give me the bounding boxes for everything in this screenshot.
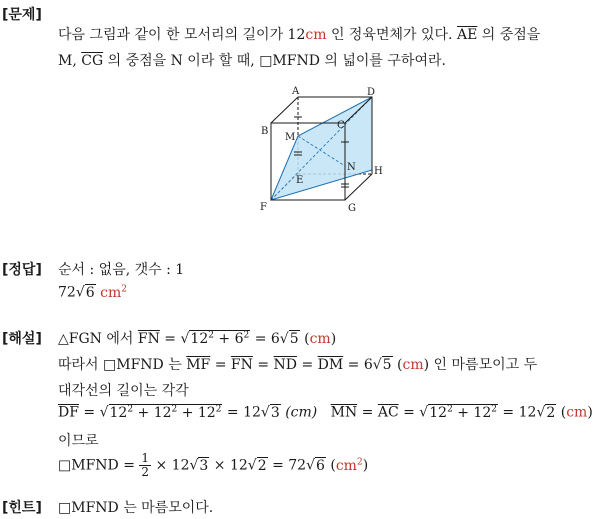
answer-unit-text: cm <box>100 284 122 301</box>
solution-root: 6 <box>316 457 325 474</box>
solution-root: 3 <box>199 457 209 474</box>
answer-line-1: 순서 : 없음, 갯수 : 1 <box>58 262 185 278</box>
unit-cm: cm <box>305 27 327 43</box>
solution-text: = 12 <box>497 404 537 421</box>
label-n: N <box>347 162 356 173</box>
segment-dm: $\overline{DM}$ <box>317 357 344 373</box>
fraction-numerator: 1 <box>141 451 150 465</box>
label-a: A <box>292 86 300 97</box>
label-f: F <box>260 202 267 213</box>
solution-text: = 6 <box>250 331 280 347</box>
answer-header: [정답] <box>2 262 42 278</box>
problem-text: 의 중점을 <box>477 27 541 43</box>
unit-cm: cm <box>309 331 331 347</box>
solution-text: 따라서 □MFND 는 <box>58 357 187 373</box>
fraction-half <box>139 452 151 479</box>
solution-text: 12 <box>429 404 448 421</box>
solution-text: = 12 <box>222 404 261 421</box>
solution-line-6: □MFND = $\frac{1}{2}$ × 12√3 × 12√2 = 72√6 $(cm^2)$ <box>58 451 369 479</box>
sqrt-expression: $12^2 + 12^2 + 12^2$ <box>109 404 222 421</box>
problem-header: [문제] <box>2 7 42 23</box>
hint-header: [힌트] <box>2 500 42 516</box>
solution-root: 5 <box>289 331 299 347</box>
label-m: M <box>285 132 296 143</box>
segment-ae: $\overline{AE}$ <box>456 27 478 43</box>
segment-mn: $\overline{MN}$ <box>330 404 358 421</box>
segment-nd: $\overline{ND}$ <box>273 357 297 373</box>
solution-text: = <box>159 331 181 347</box>
solution-line-4: $\overline{DF} = √12^2 + 12^2 + 12^2 = 12√3$ (cm) $\overline{MN} = \overline{AC} = √12^2 + 12^2 = 12√2$ (cm) <box>58 404 593 421</box>
solution-line-1: △FGN 에서 $\overline{FN} = √12^2 + 6^2 = 6√5$ (cm) <box>58 330 337 347</box>
problem-text: 인 정육면체가 있다. <box>326 27 457 43</box>
problem-line-1 <box>58 24 540 44</box>
solution-text: × 12 <box>209 457 248 474</box>
solution-text: 인 마름모이고 두 <box>429 357 538 373</box>
cube-figure <box>255 82 390 214</box>
problem-text: 다음 그림과 같이 한 모서리의 길이가 12 <box>58 27 306 43</box>
answer-unit <box>100 285 127 301</box>
answer-unit-exp: 2 <box>121 284 127 294</box>
solution-text: = 6 <box>343 357 373 373</box>
solution-text: □MFND = <box>58 457 140 474</box>
segment-df: $\overline{DF}$ <box>58 404 79 421</box>
label-g: G <box>348 203 356 214</box>
segment-mf: $\overline{MF}$ <box>186 357 211 373</box>
solution-text: × 12 <box>151 457 190 474</box>
problem-text: 의 중점을 N 이라 할 때, □MFND 의 넓이를 구하여라. <box>103 53 446 69</box>
answer-value: 72 <box>58 284 76 301</box>
unit-cm-italic: (cm) <box>285 404 318 421</box>
solution-line-3: 대각선의 길이는 각각 <box>58 383 189 399</box>
answer-root: 6 <box>85 284 95 301</box>
hint-text: □MFND 는 마름모이다. <box>58 500 214 516</box>
solution-line-2: 따라서 □MFND 는 $\overline{MF} = \overline{FN} = \overline{ND} = \overline{DM} = 6√5$ (cm) 인 마름모이고 두 <box>58 357 538 373</box>
area-unit <box>336 458 363 474</box>
problem-text: M, <box>58 53 82 69</box>
solution-text: + 6 <box>213 331 244 347</box>
label-b: B <box>261 126 269 137</box>
solution-root: 2 <box>257 457 267 474</box>
problem-line-2 <box>58 50 446 70</box>
solution-text: = 72 <box>267 457 307 474</box>
solution-root: 2 <box>546 404 556 421</box>
label-d: D <box>367 87 376 98</box>
solution-text: 12 <box>109 404 128 421</box>
segment-ac: $\overline{AC}$ <box>377 404 399 421</box>
segment-fn: $\overline{FN}$ <box>137 331 160 347</box>
segment-cg: $\overline{CG}$ <box>81 53 104 69</box>
answer-line-2: 72√6 $cm^2$ <box>58 284 127 301</box>
solution-root: 5 <box>382 357 392 373</box>
solution-header: [해설] <box>2 331 42 347</box>
segment-fn: $\overline{FN}$ <box>230 357 253 373</box>
label-e: E <box>296 175 304 186</box>
sqrt-expression: $12^2 + 12^2$ <box>429 404 497 421</box>
solution-text: △FGN 에서 <box>58 331 138 347</box>
solution-text: 12 <box>190 331 209 347</box>
unit-cm: cm <box>566 404 588 421</box>
label-c: C <box>337 120 345 131</box>
solution-root: 3 <box>270 404 280 421</box>
unit-cm: cm <box>402 357 424 373</box>
area-unit-exp: 2 <box>356 456 363 467</box>
solution-line-5: 이므로 <box>58 433 99 449</box>
fraction-denominator: 2 <box>141 465 150 479</box>
label-h: H <box>374 166 383 177</box>
sqrt-expression: $12^2 + 6^2$ <box>190 330 250 347</box>
area-unit-text: cm <box>335 457 357 474</box>
